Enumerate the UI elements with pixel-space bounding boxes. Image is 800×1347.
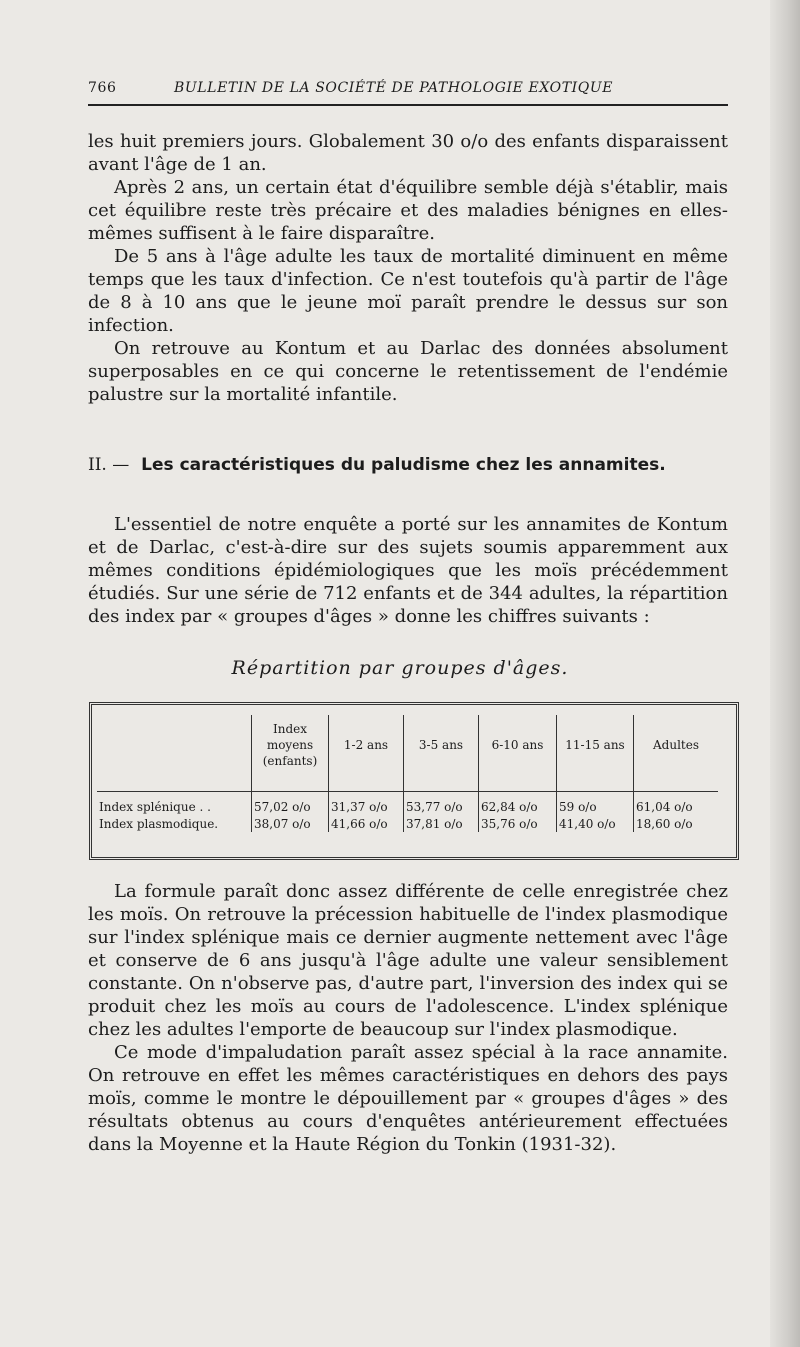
body-text-intro [88,513,728,628]
table-row [97,815,718,832]
running-header [88,80,728,106]
table-cell: 59 o/o [557,798,634,815]
data-table [97,715,718,832]
journal-title: BULLETIN DE LA SOCIÉTÉ DE PATHOLOGIE EXOTIQUE [174,80,614,96]
table-cell: 31,37 o/o [329,798,404,815]
table-header: 11-15 ans [557,715,634,775]
paragraph: Après 2 ans, un certain état d'équilibre semble déjà s'établir, mais cet équilibre reste très précaire et des maladies bénignes en elles-mêmes suffisent à le faire disparaître. [88,177,728,244]
table-header: Adultes [634,715,719,775]
table-row [97,798,718,815]
table-header: 6-10 ans [479,715,557,775]
table-cell: 57,02 o/o [252,798,329,815]
paragraph: La formule paraît donc assez différente de celle enregistrée chez les moïs. On retrouve la précession habituelle de l'index plasmodique sur l'index splénique mais ce dernier augmente nettement avec l'âge et conserve de 6 ans jusqu'à l'âge adulte une valeur sensiblement constante. On n'observe pas, d'autre part, l'inversion des index qui se produit chez les moïs au cours de l'adolescence. L'index splénique chez les adultes l'emporte de beaucoup sur l'index plasmodique. [88,881,728,1040]
table-separator [97,775,718,792]
table-cell: 62,84 o/o [479,798,557,815]
table-cell: 53,77 o/o [404,798,479,815]
table-cell: 41,66 o/o [329,815,404,832]
table-cell: 61,04 o/o [634,798,719,815]
paragraph: De 5 ans à l'âge adulte les taux de mortalité diminuent en même temps que les taux d'infection. Ce n'est toutefois qu'à partir de l'âge de 8 à 10 ans que le jeune moï paraît prendre le dessus sur son infection. [88,246,728,336]
table-caption: Répartition par groupes d'âges. [231,657,569,679]
section-title: Les caractéristiques du paludisme chez les annamites. [141,455,666,475]
table-header: 1-2 ans [329,715,404,775]
body-text-bottom [88,880,728,1156]
row-label: Index splénique . . [99,799,211,814]
table-cell: 41,40 o/o [557,815,634,832]
table-cell: 38,07 o/o [252,815,329,832]
body-text-top [88,130,728,406]
page-number: 766 [88,80,117,96]
section-heading [88,455,748,475]
table-header: Index moyens (enfants) [252,715,329,775]
table-cell: 35,76 o/o [479,815,557,832]
table-header: 3-5 ans [404,715,479,775]
table-header-corner [97,715,252,775]
paragraph: Ce mode d'impaludation paraît assez spécial à la race annamite. On retrouve en effet les mêmes caractéristiques en dehors des pays moïs, comme le montre le dépouillement par « groupes d'âges » des résultats obtenus au cours d'enquêtes antérieurement effectuées dans la Moyenne et la Haute Région du Tonkin (1931-32). [88,1042,728,1155]
section-number: II. — [88,455,130,475]
table-cell: 18,60 o/o [634,815,719,832]
row-label: Index plasmodique. [99,816,219,831]
age-group-table [89,702,739,860]
paragraph: L'essentiel de notre enquête a porté sur les annamites de Kontum et de Darlac, c'est-à-dire sur des sujets soumis apparemment aux mêmes conditions épidémiologiques que les moïs précédemment étudiés. Sur une série de 712 enfants et de 344 adultes, la répartition des index par « groupes d'âges » donne les chiffres suivants : [88,514,728,627]
paragraph: les huit premiers jours. Globalement 30 o/o des enfants disparaissent avant l'âge de 1 an. [88,131,728,175]
paragraph: On retrouve au Kontum et au Darlac des données absolument superposables en ce qui concerne le retentissement de l'endémie palustre sur la mortalité infantile. [88,338,728,405]
table-cell: 37,81 o/o [404,815,479,832]
